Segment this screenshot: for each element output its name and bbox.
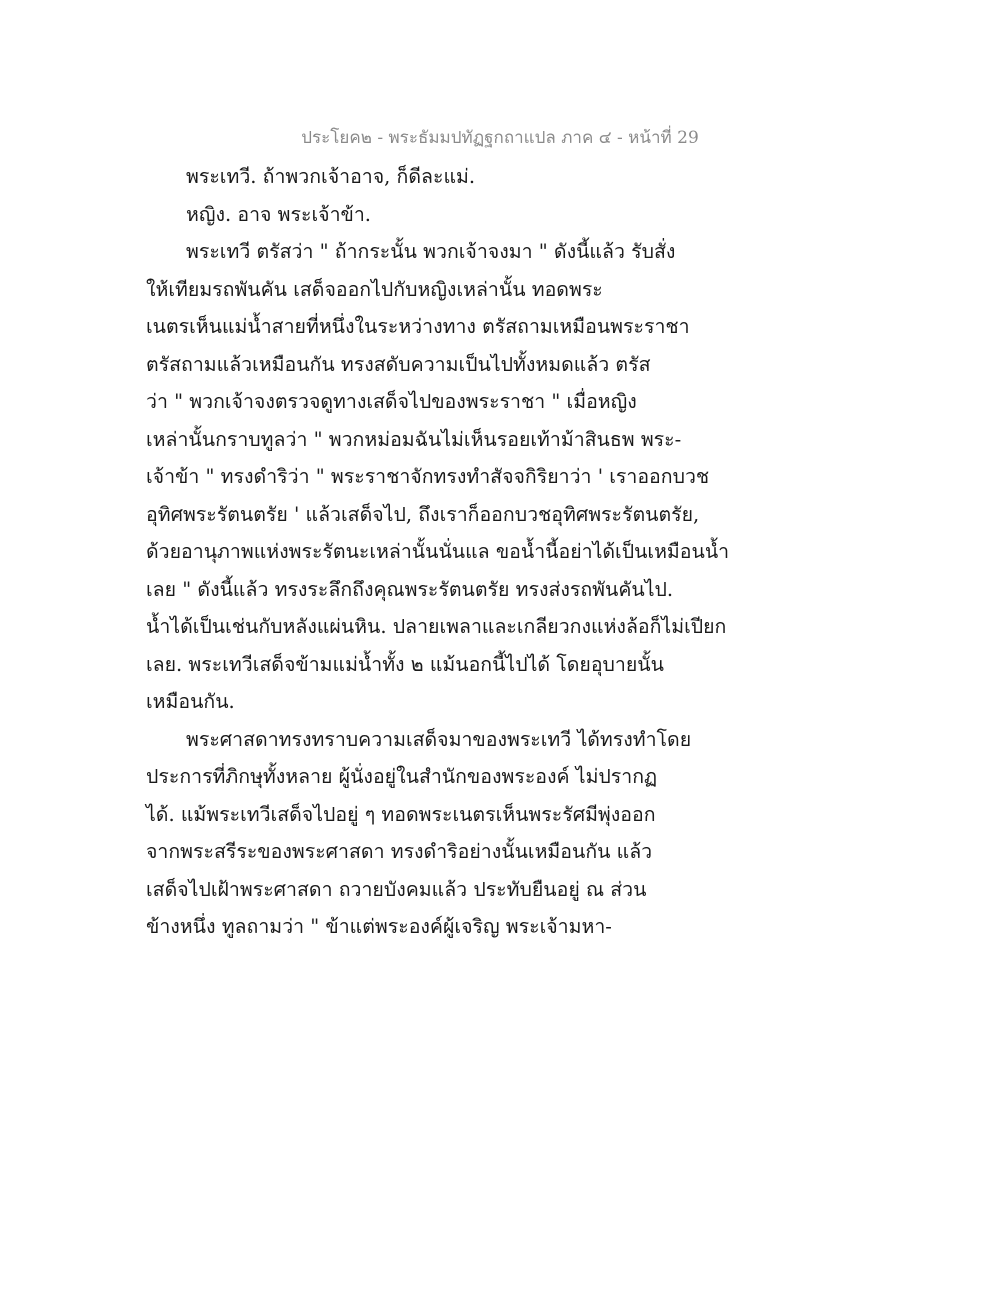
text-line: อุทิศพระรัตนตรัย ' แล้วเสด็จไป, ถึงเราก็ออกบวชอุทิศพระรัตนตรัย, [146, 502, 700, 526]
text-line: หญิง. อาจ พระเจ้าข้า. [186, 202, 371, 226]
text-line: พระเทวี. ถ้าพวกเจ้าอาจ, ก็ดีละแม่. [186, 165, 476, 188]
text-line: ด้วยอานุภาพแห่งพระรัตนะเหล่านั้นนั่นแล ขอน้ำนี้อย่าได้เป็นเหมือนน้ำ [146, 540, 730, 563]
text-line: เลย. พระเทวีเสด็จข้ามแม่น้ำทั้ง ๒ แม้นอกนี้ไปได้ โดยอุบายนั้น [146, 652, 664, 676]
text-line: พระศาสดาทรงทราบความเสด็จมาของพระเทวี ได้ทรงทำโดย [186, 727, 692, 751]
text-line: จากพระสรีระของพระศาสดา ทรงดำริอย่างนั้นเหมือนกัน แล้ว [146, 840, 653, 863]
text-line: ประการที่ภิกษุทั้งหลาย ผู้นั่งอยู่ในสำนักของพระองค์ ไม่ปรากฏ [146, 765, 658, 788]
text-line: น้ำได้เป็นเช่นกับหลังแผ่นหิน. ปลายเพลาและเกลียวกงแห่งล้อก็ไม่เปียก [146, 615, 727, 638]
page-header: ประโยค๒ - พระธัมมปทัฏฐกถาแปล ภาค ๔ - หน้าที่ 29 [301, 128, 699, 148]
text-line: ข้างหนึ่ง ทูลถามว่า " ข้าแต่พระองค์ผู้เจริญ พระเจ้ามหา- [146, 915, 612, 938]
text-line: เสด็จไปเฝ้าพระศาสดา ถวายบังคมแล้ว ประทับยืนอยู่ ณ ส่วน [146, 877, 647, 901]
text-line: ให้เทียมรถพันคัน เสด็จออกไปกับหญิงเหล่านั้น ทอดพระ [146, 277, 603, 301]
text-line: เจ้าข้า " ทรงดำริว่า " พระราชาจักทรงทำสัจจกิริยาว่า ' เราออกบวช [146, 465, 710, 488]
text-line: ตรัสถามแล้วเหมือนกัน ทรงสดับความเป็นไปทั้งหมดแล้ว ตรัส [146, 352, 651, 376]
text-line: เลย " ดังนี้แล้ว ทรงระลึกถึงคุณพระรัตนตรัย ทรงส่งรถพันคันไป. [146, 577, 674, 601]
text-line: พระเทวี ตรัสว่า " ถ้ากระนั้น พวกเจ้าจงมา " ดังนี้แล้ว รับสั่ง [186, 240, 676, 263]
text-line: ว่า " พวกเจ้าจงตรวจดูทางเสด็จไปของพระราชา " เมื่อหญิง [146, 390, 637, 413]
text-line: เหล่านั้นกราบทูลว่า " พวกหม่อมฉันไม่เห็นรอยเท้าม้าสินธพ พระ- [146, 427, 682, 451]
text-line: ได้. แม้พระเทวีเสด็จไปอยู่ ๆ ทอดพระเนตรเห็นพระรัศมีพุ่งออก [146, 802, 656, 826]
body-text [146, 158, 866, 946]
text-line: เหมือนกัน. [146, 690, 235, 713]
text-line: เนตรเห็นแม่น้ำสายที่หนึ่งในระหว่างทาง ตรัสถามเหมือนพระราชา [146, 315, 690, 338]
